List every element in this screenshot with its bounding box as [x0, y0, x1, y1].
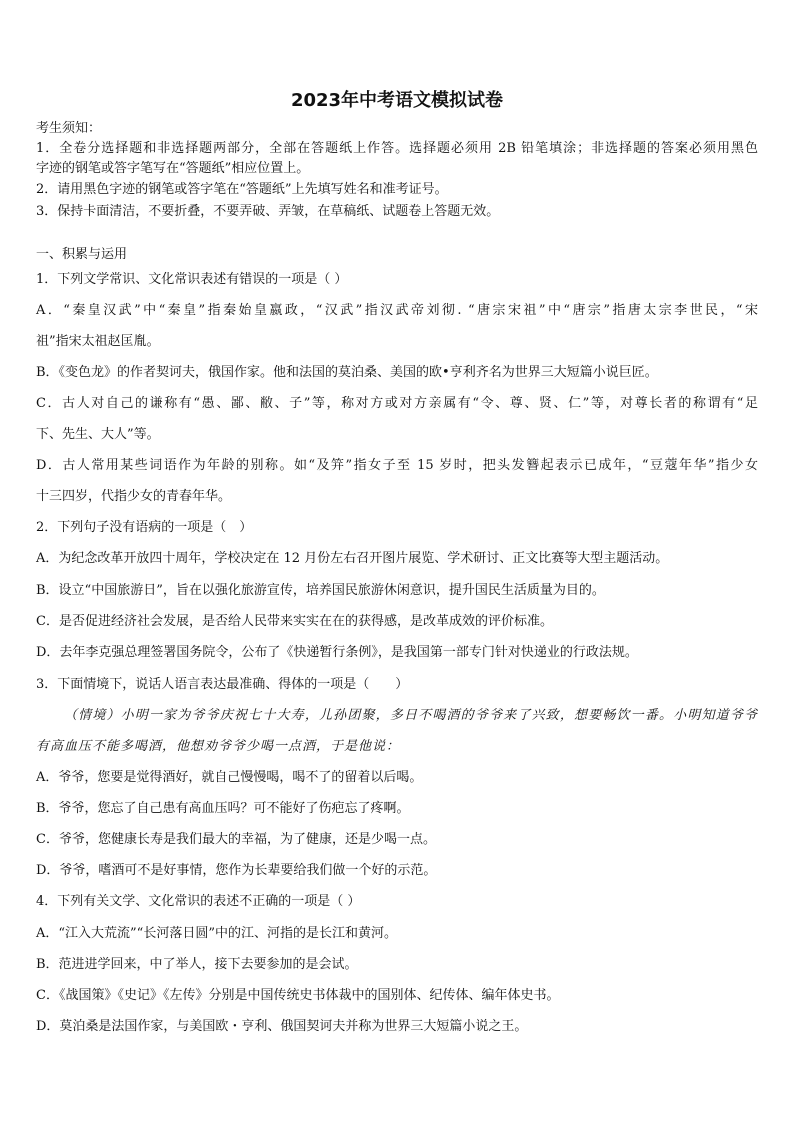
- option-line: D．去年李克强总理签署国务院令，公布了《快递暂行条例》，是我国第一部专门针对快递业的行政法规。: [36, 645, 638, 660]
- notice-item: 1．全卷分选择题和非选择题两部分，全部在答题纸上作答。选择题必须用 2B 铅笔填涂；非选择题的答案必须用黑色: [36, 141, 758, 156]
- option-line: 下、先生、大人”等。: [36, 427, 160, 442]
- question-stem: 3．下面情境下，说话人语言表达最准确、得体的一项是（ ）: [36, 677, 409, 692]
- section-heading: 一、积累与运用: [36, 247, 128, 262]
- option-line: C．爷爷，您健康长寿是我们最大的幸福，为了健康，还是少喝一点。: [36, 832, 436, 847]
- option-line: A．为纪念改革开放四十周年，学校决定在 12 月份左右召开图片展览、学术研讨、正文比赛等大型主题活动。: [36, 551, 669, 566]
- option-line: A．“秦皇汉武”中“秦皇”指秦始皇嬴政，“汉武”指汉武帝刘彻. “唐宗宋祖”中“唐宗”指唐太宗李世民，“宋: [36, 303, 758, 318]
- context-line: （情境）小明一家为爷爷庆祝七十大寿，儿孙团聚，多日不喝酒的爷爷来了兴致，想要畅饮一番。小明知道爷爷: [64, 708, 758, 723]
- page-title: 2023年中考语文模拟试卷: [290, 90, 504, 111]
- notice-item: 字迹的钢笔或答字笔写在“答题纸”相应位置上。: [36, 161, 310, 176]
- option-line: C．《战国策》《史记》《左传》分别是中国传统史书体裁中的国别体、纪传体、编年体史书。: [36, 988, 560, 1003]
- notice-heading: 考生须知：: [36, 121, 102, 136]
- option-line: 祖”指宋太祖赵匡胤。: [36, 334, 160, 349]
- option-line: A．爷爷，您要是觉得酒好，就自己慢慢喝，喝不了的留着以后喝。: [36, 770, 423, 785]
- option-line: 十三四岁，代指少女的青春年华。: [36, 489, 232, 504]
- option-line: A．“江入大荒流”“长河落日圆”中的江、河指的是长江和黄河。: [36, 926, 397, 941]
- option-line: D．爷爷，嗜酒可不是好事情，您作为长辈要给我们做一个好的示范。: [36, 863, 437, 878]
- option-line: C．是否促进经济社会发展，是否给人民带来实实在在的获得感，是改革成效的评价标准。: [36, 614, 553, 629]
- question-stem: 4．下列有关文学、文化常识的表述不正确的一项是（ ）: [36, 894, 361, 909]
- option-line: B．《变色龙》的作者契诃夫，俄国作家。他和法国的莫泊桑、美国的欧•亨利齐名为世界三大短篇小说巨匠。: [36, 365, 658, 380]
- option-line: C．古人对自己的谦称有“愚、鄙、敝、子”等，称对方或对方亲属有“令、尊、贤、仁”等，对尊长者的称谓有“足: [36, 396, 758, 411]
- question-stem: 1．下列文学常识、文化常识表述有错误的一项是（ ）: [36, 272, 348, 287]
- question-stem: 2．下列句子没有语病的一项是（ ）: [36, 520, 253, 535]
- option-line: D．古人常用某些词语作为年龄的别称。如“及笄”指女子至 15 岁时，把头发簪起表示已成年，“豆蔻年华”指少女: [36, 458, 758, 473]
- context-line: 有高血压不能多喝酒，他想劝爷爷少喝一点酒，于是他说：: [36, 739, 401, 754]
- notice-item: 2．请用黑色字迹的钢笔或答字笔在“答题纸”上先填写姓名和准考证号。: [36, 182, 448, 197]
- notice-item: 3．保持卡面清洁，不要折叠，不要弄破、弄皱，在草稿纸、试题卷上答题无效。: [36, 204, 500, 219]
- option-line: B．设立“中国旅游日”，旨在以强化旅游宣传，培养国民旅游休闲意识，提升国民生活质量为目的。: [36, 583, 605, 598]
- option-line: B．爷爷，您忘了自己患有高血压吗？可不能好了伤疤忘了疼啊。: [36, 801, 410, 816]
- option-line: D．莫泊桑是法国作家，与美国欧・亨利、俄国契诃夫并称为世界三大短篇小说之王。: [36, 1019, 528, 1034]
- option-line: B．范进进学回来，中了举人，接下去要参加的是会试。: [36, 957, 358, 972]
